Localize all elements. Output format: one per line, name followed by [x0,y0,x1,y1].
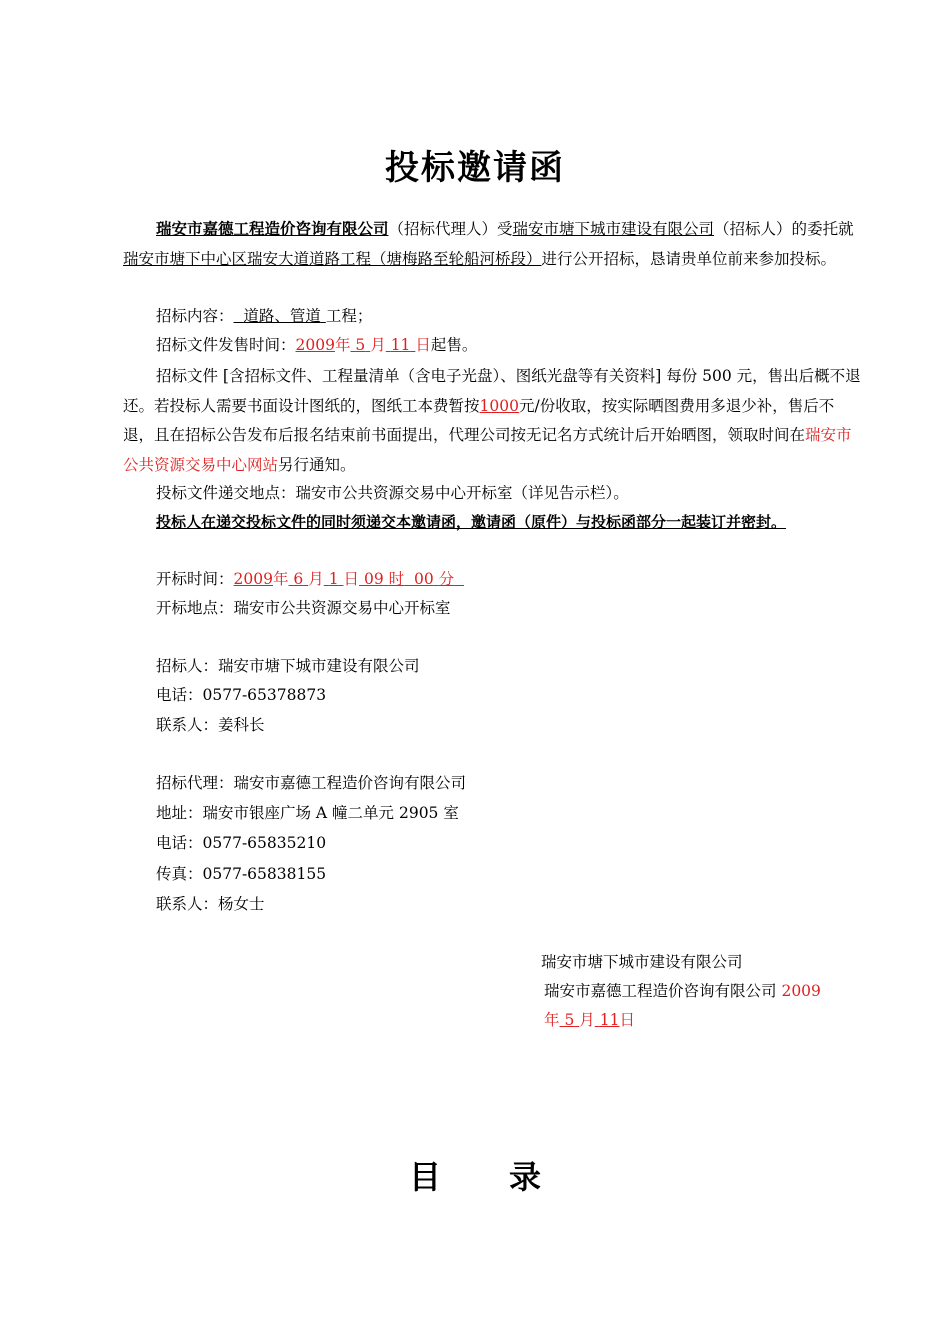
agent-fax: 传真：0577-65838155 [156,865,327,883]
toc-heading [0,1152,950,1198]
agent-line-name: 瑞安市嘉德工程造价咨询有限公司 [233,774,467,792]
page-title: 投标邀请函 [385,148,565,188]
agent-role: （招标代理人）受 [388,220,513,238]
agent-contact: 联系人：杨女士 [156,895,265,913]
tenderer-contact: 联系人：姜科长 [156,716,265,734]
signature-month [560,1011,580,1029]
notice-text: 投标人在递交投标文件的同时须递交本邀请函，邀请函（原件）与投标函部分一起装订并密封。 [156,513,787,531]
owner-name: 瑞安市塘下城市建设有限公司 [512,220,715,238]
signature-agent-line [544,977,821,1006]
tenderer-phone: 电话：0577-65378873 [156,686,327,704]
owner-role: （招标人）的 [714,220,808,238]
opening-year: 2009 [233,570,273,588]
agent-name: 瑞安市嘉德工程造价咨询有限公司 [156,220,389,238]
fee-part3: 另行通知。 [278,455,356,474]
sale-year: 2009 [295,336,335,354]
sale-day [386,336,416,354]
signature-day-unit: 日 [619,1011,635,1029]
tenderer-name: 瑞安市塘下城市建设有限公司 [218,657,420,675]
opening-day-text: 1 [328,570,339,588]
opening-month-text: 6 [293,570,304,588]
opening-place: 开标地点：瑞安市公共资源交易中心开标室 [156,599,451,617]
signature-month-text: 5 [564,1011,575,1029]
opening-hour-text: 09 [363,570,384,588]
opening-day [324,570,344,588]
opening-year-unit: 年 [272,570,289,588]
opening-hour-unit: 时 [388,570,405,588]
content-line [156,302,372,331]
fee-paragraph [123,362,861,480]
opening-day-unit: 日 [343,570,360,588]
signature-date-line [544,1006,635,1035]
intro-tail: 进行公开招标，恳请贵单位前来参加投标。 [541,249,837,268]
opening-time-line [156,565,464,594]
fee-part2: 元/份收取，按实际晒图费用多退少补，售后不退，且在招标公告发布后报名结束前书面提出，代理公司按无记名方式统计后开始晒图，领取时间在 [123,396,835,444]
signature-day [595,1011,620,1029]
project-name: 瑞安市塘下中心区瑞安大道道路工程（塘梅路至轮船河桥段） [123,249,542,268]
content-suffix: 工程； [325,307,373,325]
agent-phone: 电话：0577-65835210 [156,834,327,852]
signature-year-unit: 年 [544,1011,560,1029]
opening-month-unit: 月 [308,570,324,588]
submit-place: 投标文件递交地点：瑞安市公共资源交易中心开标室（详见告示栏）。 [156,484,629,502]
opening-minute-unit: 分 [438,570,455,588]
fee-part1: 招标文件 [含招标文件、工程量清单（含电子光盘）、图纸光盘等有关资料] 每份 500 元，售出后概不退还。若投标人需要书面设计图纸的，图纸工本费暂按 [123,367,861,415]
signature-day-text: 11 [599,1011,620,1029]
sale-year-unit: 年 [334,336,351,354]
opening-minute-text: 00 [414,570,434,588]
signature-tenderer: 瑞安市塘下城市建设有限公司 [541,953,743,971]
agent-address: 地址：瑞安市银座广场 A 幢二单元 2905 室 [156,804,459,822]
tenderer-line [156,652,420,681]
content-value-text: 道路、管道 [243,307,321,325]
fee-amount: 1000 [479,396,519,415]
signature-agent: 瑞安市嘉德工程造价咨询有限公司 [544,982,777,1000]
content-value [234,307,326,325]
sale-day-unit: 日 [415,336,431,354]
sale-month-unit: 月 [370,336,386,354]
agent-label: 招标代理： [156,774,234,792]
signature-year: 2009 [781,982,821,1000]
signature-month-unit: 月 [579,1011,595,1029]
toc-char-1: 目 [408,1158,441,1196]
sale-time-line [156,331,477,360]
content-label: 招标内容： [156,307,234,325]
sale-day-text: 11 [390,336,411,354]
opening-hour [359,570,464,588]
commission-text: 委托就 [807,220,854,238]
fee-website: 瑞安市公共资源交易中心网站 [123,426,852,474]
toc-char-2: 录 [509,1158,542,1196]
opening-month [288,570,308,588]
sale-suffix: 起售。 [430,336,478,354]
opening-label: 开标时间： [156,570,234,588]
sale-label: 招标文件发售时间： [156,336,296,354]
agent-line [156,769,466,798]
intro-paragraph [123,215,861,274]
sale-month [350,336,370,354]
tenderer-label: 招标人： [156,657,219,675]
sale-month-text: 5 [355,336,366,354]
